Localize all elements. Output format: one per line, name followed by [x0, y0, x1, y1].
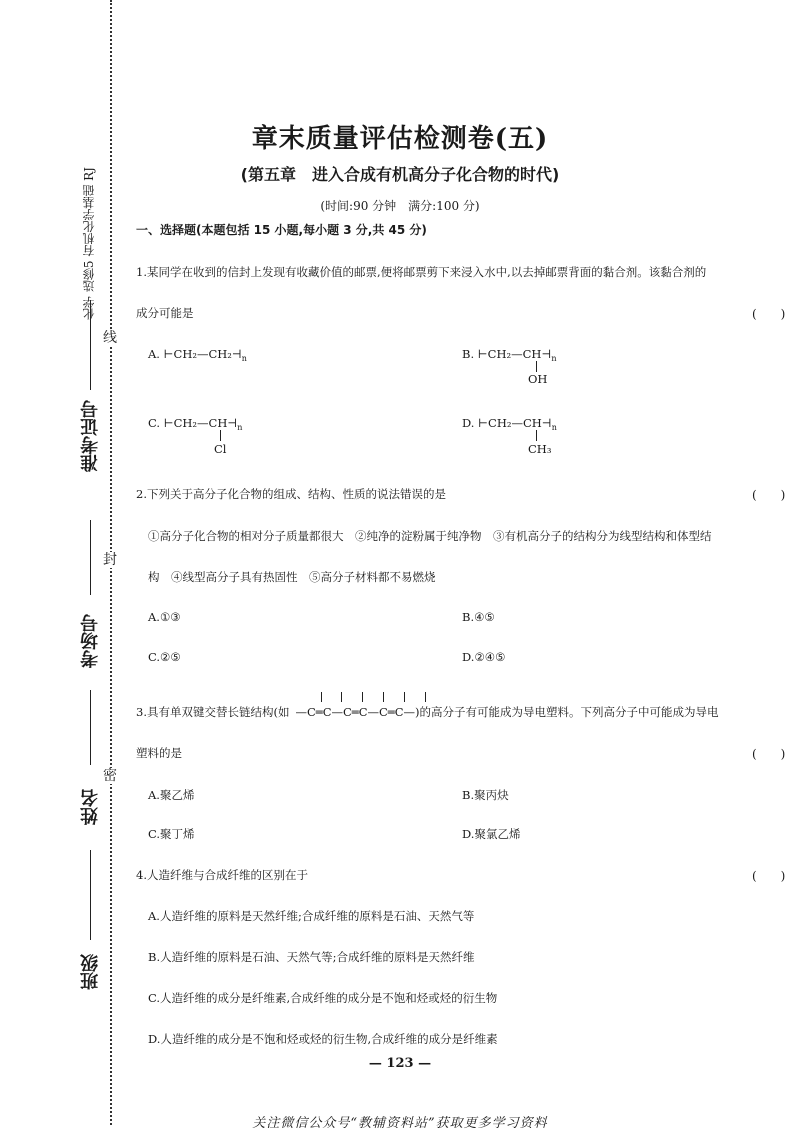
cut-mark-secret: 密 — [103, 768, 117, 784]
q3-option-d[interactable]: D.聚氯乙烯 — [462, 827, 521, 841]
q4-option-c[interactable]: C.人造纤维的成分是纤维素,合成纤维的成分是不饱和烃或烃的衍生物 — [148, 991, 498, 1005]
repeat-n: n — [551, 423, 557, 432]
q2-option-a[interactable]: A.①③ — [148, 610, 181, 624]
q1-option-d[interactable] — [462, 416, 557, 432]
q4-option-a[interactable]: A.人造纤维的原料是天然纤维;合成纤维的原料是石油、天然气等 — [148, 909, 475, 923]
q3-option-c[interactable]: C.聚丁烯 — [148, 827, 195, 841]
cut-mark-line: 线 — [103, 330, 117, 346]
bond-line — [404, 692, 405, 702]
q3-option-a[interactable]: A.聚乙烯 — [148, 788, 195, 802]
q3-stem-prefix: 3.具有单双键交替长链结构(如 — [136, 705, 290, 719]
polymer-bracket-open: ⊢ — [163, 347, 174, 361]
field-line-room[interactable] — [90, 520, 91, 595]
q1-answer-bracket[interactable]: ( ) — [752, 307, 786, 321]
footer-note: 关注微信公众号“教辅资料站”获取更多学习资料 — [252, 1116, 548, 1131]
bond-line — [341, 692, 342, 702]
q1-option-d-substituent: CH₃ — [528, 442, 552, 456]
polymer-formula: CH₂—CH — [488, 416, 542, 430]
polymer-bracket-close: ⊣ — [541, 347, 552, 361]
q2-stem-line2: ①高分子化合物的相对分子质量都很大 ②纯净的淀粉属于纯净物 ③有机高分子的结构分为线型结构和体型结 — [148, 529, 712, 543]
q3-stem-line2: 塑料的是 — [136, 746, 182, 760]
option-label: A. — [148, 347, 160, 361]
bond-line — [383, 692, 384, 702]
q3-option-b[interactable]: B.聚丙炔 — [462, 788, 509, 802]
q2-option-b[interactable]: B.④⑤ — [462, 610, 495, 624]
field-line-class[interactable] — [90, 850, 91, 940]
polymer-formula: CH₂—CH — [487, 347, 542, 361]
q4-stem-line1: 4.人造纤维与合成纤维的区别在于 — [136, 868, 308, 882]
option-label: D. — [462, 416, 475, 430]
q3-stem-suffix: )的高分子有可能成为导电塑料。下列高分子中可能成为导电 — [415, 705, 719, 719]
polymer-formula: CH₂—CH — [173, 416, 228, 430]
time-info: (时间:90 分钟 满分:100 分) — [320, 199, 480, 213]
bond-line — [220, 430, 221, 441]
field-room: 考场号 — [80, 614, 101, 668]
bond-line — [536, 430, 537, 441]
q2-answer-bracket[interactable]: ( ) — [752, 488, 786, 502]
polymer-bracket-close: ⊣ — [231, 347, 242, 361]
field-name: 姓名 — [80, 789, 101, 825]
q4-option-b[interactable]: B.人造纤维的原料是石油、天然气等;合成纤维的原料是天然纤维 — [148, 950, 475, 964]
q3-chain-formula: —C═C—C═C—C═C— — [295, 705, 416, 719]
page-title: 章末质量评估检测卷(五) — [251, 124, 549, 154]
field-line-exam-id[interactable] — [90, 300, 91, 390]
series-label: 化学 选修5 有机化学基础 RJ — [82, 167, 96, 320]
option-label: C. — [148, 416, 161, 430]
bond-line — [362, 692, 363, 702]
bond-line — [321, 692, 322, 702]
field-exam-id: 准考证号 — [80, 400, 101, 472]
polymer-bracket-open: ⊢ — [478, 416, 489, 430]
field-class: 班级 — [80, 954, 101, 990]
q4-option-d[interactable]: D.人造纤维的成分是不饱和烃或烃的衍生物,合成纤维的成分是纤维素 — [148, 1032, 498, 1046]
polymer-bracket-open: ⊢ — [477, 347, 488, 361]
repeat-n: n — [551, 354, 557, 363]
q1-option-c[interactable] — [148, 416, 242, 432]
q3-answer-bracket[interactable]: ( ) — [752, 747, 786, 761]
polymer-formula: CH₂—CH₂ — [173, 347, 232, 361]
q2-stem-line1: 2.下列关于高分子化合物的组成、结构、性质的说法错误的是 — [136, 487, 446, 501]
q3-stem-line1 — [136, 704, 719, 720]
section-heading: 一、选择题(本题包括 15 小题,每小题 3 分,共 45 分) — [136, 223, 427, 237]
cut-mark-seal: 封 — [103, 552, 117, 568]
field-line-name[interactable] — [90, 690, 91, 765]
option-label: B. — [462, 347, 475, 361]
q4-answer-bracket[interactable]: ( ) — [752, 869, 786, 883]
page-number: — 123 — — [368, 1056, 432, 1071]
repeat-n: n — [241, 354, 247, 363]
q1-option-a[interactable] — [148, 347, 247, 363]
q2-option-c[interactable]: C.②⑤ — [148, 650, 181, 664]
bond-line — [536, 361, 537, 372]
polymer-bracket-close: ⊣ — [541, 416, 552, 430]
q1-option-b-substituent: OH — [528, 372, 548, 386]
bond-line — [425, 692, 426, 702]
q1-option-b[interactable] — [462, 347, 556, 363]
page-subtitle: (第五章 进入合成有机高分子化合物的时代) — [240, 165, 560, 184]
q1-stem-line2: 成分可能是 — [136, 306, 194, 320]
q1-stem-line1: 1.某同学在收到的信封上发现有收藏价值的邮票,便将邮票剪下来浸入水中,以去掉邮票背面的黏合剂。该黏合剂的 — [136, 265, 707, 279]
q2-stem-line3: 构 ④线型高分子具有热固性 ⑤高分子材料都不易燃烧 — [148, 570, 436, 584]
repeat-n: n — [237, 423, 243, 432]
q2-option-d[interactable]: D.②④⑤ — [462, 650, 506, 664]
polymer-bracket-open: ⊢ — [163, 416, 174, 430]
polymer-bracket-close: ⊣ — [227, 416, 238, 430]
q1-option-c-substituent: Cl — [214, 442, 227, 456]
